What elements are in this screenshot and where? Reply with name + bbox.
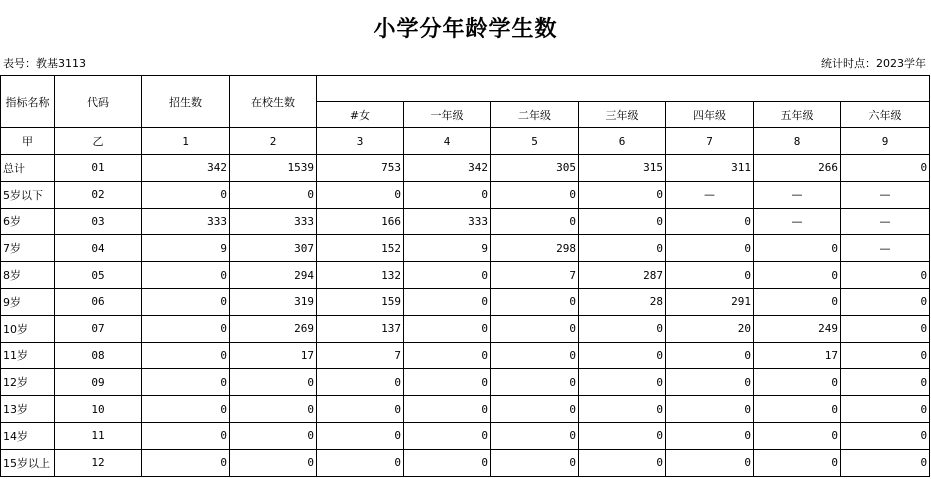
header-grade-6: 六年级	[841, 102, 930, 128]
row-code: 12	[55, 449, 142, 476]
column-index-label: 7	[666, 128, 754, 155]
table-row	[1, 235, 930, 262]
table-cell: 342	[404, 155, 491, 182]
header-enroll: 招生数	[142, 76, 230, 128]
table-cell: 7	[317, 342, 404, 369]
table-cell: 0	[142, 315, 230, 342]
header-grade-2: 二年级	[491, 102, 579, 128]
table-cell: 333	[142, 208, 230, 235]
row-code: 06	[55, 288, 142, 315]
header-in-school: 在校生数	[230, 76, 317, 128]
header-grade-5: 五年级	[754, 102, 841, 128]
table-cell: 0	[142, 369, 230, 396]
table-cell: 0	[142, 422, 230, 449]
row-name: 11岁	[1, 342, 55, 369]
table-cell: 315	[579, 155, 666, 182]
table-cell: 0	[317, 396, 404, 423]
row-name: 10岁	[1, 315, 55, 342]
table-cell: 266	[754, 155, 841, 182]
table-cell: 305	[491, 155, 579, 182]
table-cell: 0	[579, 181, 666, 208]
table-cell: 0	[404, 262, 491, 289]
table-row	[1, 181, 930, 208]
table-cell: 249	[754, 315, 841, 342]
table-cell: 0	[142, 181, 230, 208]
table-cell: 137	[317, 315, 404, 342]
row-code: 02	[55, 181, 142, 208]
row-name: 5岁以下	[1, 181, 55, 208]
header-grade-4: 四年级	[666, 102, 754, 128]
table-cell: 0	[666, 396, 754, 423]
table-cell: 9	[142, 235, 230, 262]
table-cell: 753	[317, 155, 404, 182]
row-name: 9岁	[1, 288, 55, 315]
table-cell: 0	[317, 422, 404, 449]
table-cell: 9	[404, 235, 491, 262]
table-cell: 0	[666, 422, 754, 449]
student-age-table	[0, 75, 930, 477]
table-cell: 0	[754, 235, 841, 262]
table-cell: 0	[142, 342, 230, 369]
table-cell: —	[754, 181, 841, 208]
table-cell: 0	[666, 369, 754, 396]
column-index-label: 3	[317, 128, 404, 155]
header-code: 代码	[55, 76, 142, 128]
table-cell: 0	[841, 396, 930, 423]
table-cell: 0	[841, 315, 930, 342]
table-row	[1, 342, 930, 369]
statistics-period: 统计时点：2023学年	[821, 57, 926, 70]
column-index-label: 1	[142, 128, 230, 155]
row-code: 11	[55, 422, 142, 449]
row-code: 01	[55, 155, 142, 182]
table-cell: 342	[142, 155, 230, 182]
table-cell: 7	[491, 262, 579, 289]
header-grade-1: 一年级	[404, 102, 491, 128]
column-index-label: 6	[579, 128, 666, 155]
table-cell: 0	[491, 342, 579, 369]
row-name: 总计	[1, 155, 55, 182]
table-cell: 0	[230, 449, 317, 476]
table-cell: 152	[317, 235, 404, 262]
table-cell: 0	[754, 449, 841, 476]
row-code: 07	[55, 315, 142, 342]
column-index-label: 5	[491, 128, 579, 155]
table-cell: 0	[142, 288, 230, 315]
report-title: 小学分年龄学生数	[373, 16, 558, 42]
row-code: 03	[55, 208, 142, 235]
table-cell: 0	[491, 288, 579, 315]
table-cell: 0	[579, 369, 666, 396]
table-cell: 0	[404, 369, 491, 396]
table-cell: 0	[754, 288, 841, 315]
table-cell: 0	[317, 181, 404, 208]
row-name: 15岁以上	[1, 449, 55, 476]
table-cell: 319	[230, 288, 317, 315]
table-cell: 132	[317, 262, 404, 289]
table-cell: 0	[666, 262, 754, 289]
table-cell: 0	[491, 422, 579, 449]
table-cell: 0	[754, 396, 841, 423]
row-code: 08	[55, 342, 142, 369]
table-cell: 0	[404, 288, 491, 315]
table-row	[1, 208, 930, 235]
column-index-label: 甲	[1, 128, 55, 155]
table-cell: 307	[230, 235, 317, 262]
header-group-blank	[317, 76, 930, 102]
table-cell: 291	[666, 288, 754, 315]
table-cell: —	[754, 208, 841, 235]
table-cell: 17	[230, 342, 317, 369]
table-row	[1, 262, 930, 289]
table-cell: 28	[579, 288, 666, 315]
table-cell: 0	[666, 342, 754, 369]
table-cell: 0	[404, 449, 491, 476]
table-cell: 0	[317, 449, 404, 476]
table-cell: 0	[317, 369, 404, 396]
table-cell: 166	[317, 208, 404, 235]
table-row	[1, 422, 930, 449]
table-cell: 0	[404, 422, 491, 449]
table-cell: 0	[491, 396, 579, 423]
table-cell: —	[841, 208, 930, 235]
row-name: 7岁	[1, 235, 55, 262]
table-row	[1, 369, 930, 396]
table-cell: 0	[404, 396, 491, 423]
row-code: 09	[55, 369, 142, 396]
table-cell: 287	[579, 262, 666, 289]
table-cell: 0	[491, 315, 579, 342]
table-cell: 0	[579, 342, 666, 369]
header-female: #女	[317, 102, 404, 128]
column-index-label: 9	[841, 128, 930, 155]
table-cell: 0	[841, 449, 930, 476]
table-cell: 0	[142, 396, 230, 423]
table-cell: —	[841, 235, 930, 262]
row-code: 04	[55, 235, 142, 262]
table-cell: 0	[579, 422, 666, 449]
table-row	[1, 288, 930, 315]
table-cell: 0	[404, 315, 491, 342]
table-cell: 0	[754, 422, 841, 449]
table-cell: 0	[841, 155, 930, 182]
table-cell: 0	[579, 235, 666, 262]
table-cell: 0	[666, 235, 754, 262]
table-cell: 269	[230, 315, 317, 342]
row-name: 12岁	[1, 369, 55, 396]
table-cell: 0	[142, 449, 230, 476]
table-cell: 20	[666, 315, 754, 342]
table-cell: 17	[754, 342, 841, 369]
column-index-label: 4	[404, 128, 491, 155]
table-row	[1, 449, 930, 476]
table-cell: 0	[754, 369, 841, 396]
table-cell: 0	[491, 449, 579, 476]
table-cell: 0	[230, 396, 317, 423]
table-cell: 0	[666, 208, 754, 235]
row-name: 14岁	[1, 422, 55, 449]
table-cell: 0	[579, 208, 666, 235]
table-cell: —	[841, 181, 930, 208]
table-cell: 0	[142, 262, 230, 289]
table-cell: 0	[404, 181, 491, 208]
table-cell: 0	[841, 342, 930, 369]
table-cell: 1539	[230, 155, 317, 182]
table-cell: 0	[230, 422, 317, 449]
table-cell: 0	[491, 181, 579, 208]
table-cell: 0	[841, 262, 930, 289]
table-cell: 0	[841, 288, 930, 315]
table-cell: 333	[230, 208, 317, 235]
table-cell: 0	[579, 315, 666, 342]
row-name: 6岁	[1, 208, 55, 235]
table-cell: —	[666, 181, 754, 208]
row-name: 8岁	[1, 262, 55, 289]
table-cell: 333	[404, 208, 491, 235]
column-index-label: 乙	[55, 128, 142, 155]
row-code: 10	[55, 396, 142, 423]
table-number: 表号：教基3113	[3, 57, 86, 70]
table-cell: 159	[317, 288, 404, 315]
table-cell: 0	[841, 422, 930, 449]
row-name: 13岁	[1, 396, 55, 423]
table-row	[1, 155, 930, 182]
row-code: 05	[55, 262, 142, 289]
table-cell: 0	[754, 262, 841, 289]
table-cell: 0	[230, 369, 317, 396]
table-cell: 294	[230, 262, 317, 289]
header-grade-3: 三年级	[579, 102, 666, 128]
table-cell: 0	[491, 369, 579, 396]
table-cell: 0	[841, 369, 930, 396]
table-row	[1, 396, 930, 423]
table-cell: 0	[404, 342, 491, 369]
table-row	[1, 315, 930, 342]
table-cell: 0	[491, 208, 579, 235]
column-index-label: 8	[754, 128, 841, 155]
column-index-label: 2	[230, 128, 317, 155]
table-cell: 0	[579, 449, 666, 476]
table-cell: 311	[666, 155, 754, 182]
table-cell: 298	[491, 235, 579, 262]
table-cell: 0	[666, 449, 754, 476]
header-name: 指标名称	[1, 76, 55, 128]
table-cell: 0	[230, 181, 317, 208]
table-cell: 0	[579, 396, 666, 423]
